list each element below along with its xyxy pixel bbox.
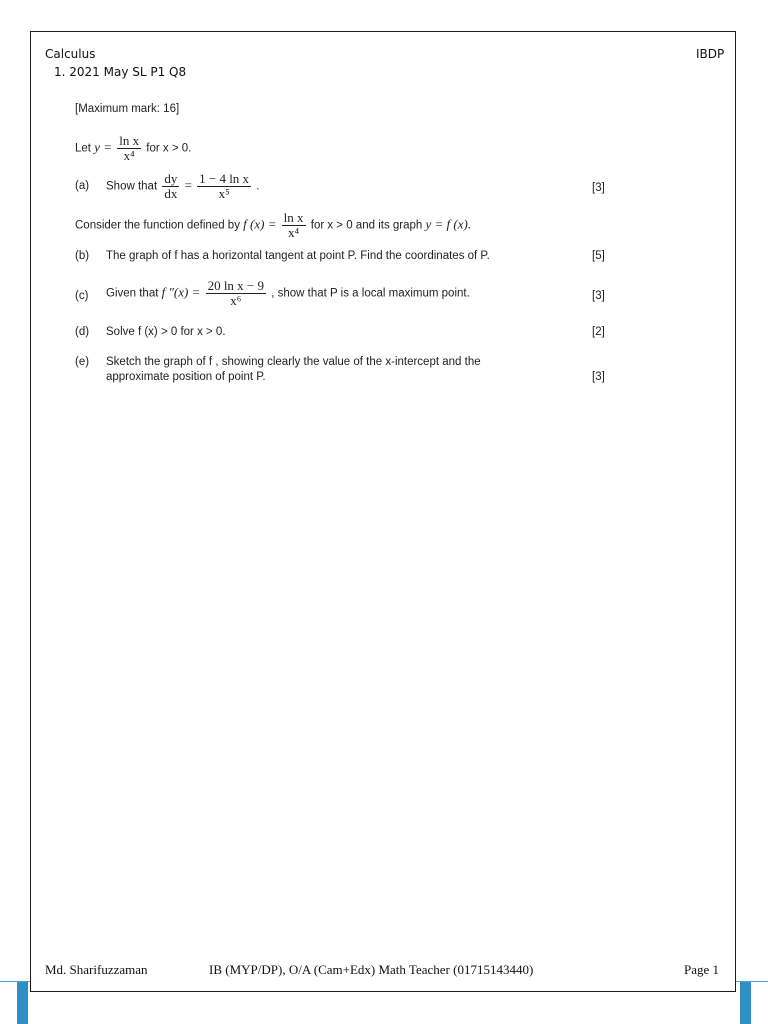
intro-suffix: for x > 0. bbox=[146, 142, 192, 155]
consider-mid: for x > 0 and its graph bbox=[310, 219, 423, 232]
max-mark: [Maximum mark: 16] bbox=[75, 103, 180, 115]
part-e-label: (e) bbox=[75, 356, 90, 368]
consider-frac-den: x⁴ bbox=[288, 225, 300, 240]
part-a-rhs-den: x⁵ bbox=[218, 186, 230, 201]
part-e-mark: [3] bbox=[592, 371, 605, 383]
part-e-line2: approximate position of point P. bbox=[106, 371, 266, 383]
part-e-line1: Sketch the graph of f , showing clearly the value of the x-intercept and the bbox=[106, 356, 481, 368]
part-a-lhs-num: dy bbox=[164, 171, 178, 186]
part-a-line bbox=[106, 172, 259, 201]
part-c-text: Given that bbox=[106, 287, 159, 300]
part-d-label: (d) bbox=[75, 326, 90, 338]
footer-role: IB (MYP/DP), O/A (Cam+Edx) Math Teacher (01715143440) bbox=[209, 962, 534, 977]
part-c-frac-num: 20 ln x − 9 bbox=[207, 278, 265, 293]
consider-line bbox=[75, 211, 471, 240]
consider-fraction bbox=[282, 211, 306, 240]
intro-y-eq: y = bbox=[94, 139, 112, 155]
part-d-mark: [2] bbox=[592, 326, 605, 338]
part-b-mark: [5] bbox=[592, 250, 605, 262]
part-a-end: . bbox=[256, 180, 260, 193]
part-c-fpp-eq: f ″(x) = bbox=[161, 284, 201, 300]
part-c-line bbox=[106, 279, 470, 308]
consider-graph: y = f (x). bbox=[425, 216, 472, 232]
part-b-label: (b) bbox=[75, 250, 90, 262]
decor-bar-right bbox=[740, 982, 751, 1024]
subject-label: Calculus bbox=[45, 47, 96, 61]
part-a-lhs-fraction bbox=[162, 172, 179, 201]
footer-page-number: Page 1 bbox=[684, 962, 720, 977]
part-a-mark: [3] bbox=[592, 182, 605, 194]
part-a-label: (a) bbox=[75, 180, 90, 192]
part-a-text: Show that bbox=[106, 180, 158, 193]
part-a-rhs-num: 1 − 4 ln x bbox=[199, 171, 250, 186]
part-c-frac-den: x⁶ bbox=[230, 293, 242, 308]
part-a-rhs-fraction bbox=[197, 172, 251, 201]
footer-author: Md. Sharifuzzaman bbox=[45, 962, 148, 977]
intro-line bbox=[75, 134, 191, 163]
intro-frac-den: x⁴ bbox=[123, 148, 135, 163]
consider-fx-eq: f (x) = bbox=[243, 216, 277, 232]
question-title: 1. 2021 May SL P1 Q8 bbox=[54, 65, 187, 79]
part-c-mark: [3] bbox=[592, 290, 605, 302]
program-label: IBDP bbox=[696, 47, 725, 61]
decor-bar-left bbox=[17, 982, 28, 1024]
part-d-text: Solve f (x) > 0 for x > 0. bbox=[106, 326, 226, 338]
intro-fraction bbox=[117, 134, 141, 163]
intro-prefix: Let bbox=[75, 142, 91, 155]
consider-prefix: Consider the function defined by bbox=[75, 219, 240, 232]
consider-frac-num: ln x bbox=[283, 210, 304, 225]
part-a-lhs-den: dx bbox=[164, 186, 178, 201]
part-c-label: (c) bbox=[75, 290, 89, 302]
part-c-fraction bbox=[206, 279, 266, 308]
part-b-text: The graph of f has a horizontal tangent at point P. Find the coordinates of P. bbox=[106, 250, 490, 262]
intro-frac-num: ln x bbox=[119, 133, 140, 148]
part-a-eq: = bbox=[184, 177, 192, 193]
part-c-end: , show that P is a local maximum point. bbox=[271, 287, 470, 300]
